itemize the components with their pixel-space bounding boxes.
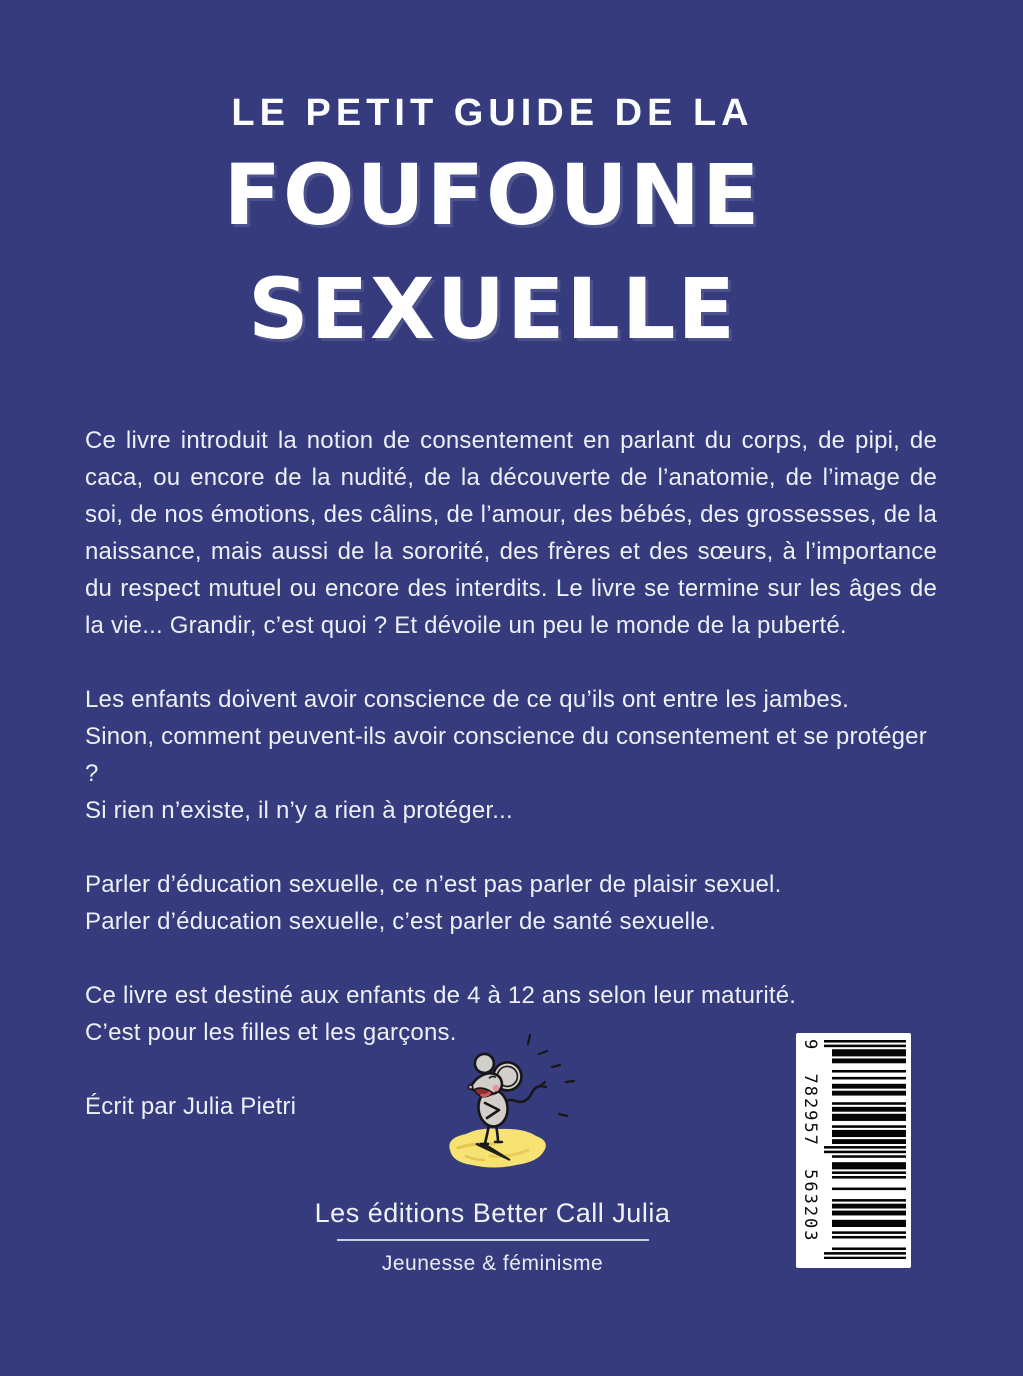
body-line: Les enfants doivent avoir conscience de ce qu’ils ont entre les jambes.	[85, 686, 849, 713]
author-text: Écrit par Julia Pietri	[85, 1093, 297, 1120]
body-line: Ce livre est destiné aux enfants de 4 à 12 ans selon leur maturité.	[85, 982, 797, 1009]
mouse-on-yellow-splotch-drawing	[432, 1032, 582, 1180]
title-line-foufoune: FOUFOUNE	[223, 146, 762, 244]
title-line-sexuelle: SEXUELLE	[248, 260, 737, 358]
body-line: Parler d’éducation sexuelle, ce n’est pas parler de plaisir sexuel.	[85, 871, 782, 898]
publisher-name: Les éditions Better Call Julia	[314, 1198, 671, 1228]
publisher-tagline: Jeunesse & féminisme	[381, 1252, 604, 1275]
title-kicker: LE PETIT GUIDE DE LA	[231, 92, 754, 134]
mouse-head	[464, 1049, 524, 1099]
body-line: Sinon, comment peuvent-ils avoir conscience du consentement et se protéger ?	[85, 723, 927, 787]
paragraph-consent	[85, 681, 937, 829]
title-block	[0, 92, 985, 381]
body-line: Si rien n’existe, il n’y a rien à protéger...	[85, 797, 513, 824]
isbn-number: 9 782957 563203	[800, 1039, 820, 1243]
publisher-block	[0, 1198, 985, 1276]
publisher-divider	[337, 1239, 649, 1241]
paragraph-education	[85, 866, 937, 940]
body-line: Ce livre introduit la notion de consentement en parlant du corps, de pipi, de caca, ou encore de la nudité, de la découverte de l’anatomie, de l’image de soi, de nos émotions, des câlins, de l’amour, des bébés, des grossesses, de la naissance, mais aussi de la sororité, des frères et des sœurs, à l’importance du respect mutuel ou encore des interdits. Le livre se termine sur les âges de la vie... Grandir, c’est quoi ? Et dévoile un peu le monde de la puberté.	[85, 427, 937, 639]
paragraph-synopsis	[85, 422, 937, 644]
motion-dashes	[528, 1035, 574, 1116]
body-line: Parler d’éducation sexuelle, c’est parler de santé sexuelle.	[85, 908, 717, 935]
body-line: C’est pour les filles et les garçons.	[85, 1019, 457, 1046]
mouse-illustration	[432, 1032, 582, 1180]
